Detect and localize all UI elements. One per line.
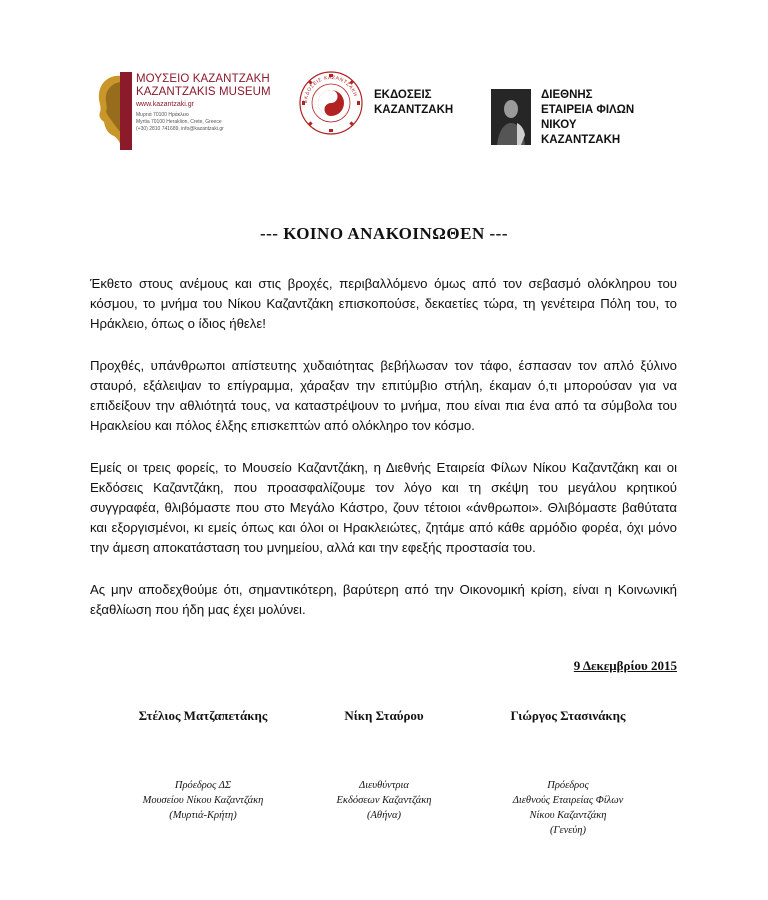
signatory-name: Γιώργος Στασινάκης xyxy=(510,708,626,723)
museum-name-greek: ΜΟΥΣΕΙΟ ΚΑΖΑΝΤΖΑΚΗ xyxy=(136,73,270,85)
museum-address-line: Μυρτιά 70100 Ηράκλειο xyxy=(136,112,189,118)
society-name-line: ΚΑΖΑΝΤΖΑΚΗ xyxy=(541,134,621,146)
museum-address-line: Myrtia 70100 Heraklion, Crete, Greece xyxy=(136,119,222,125)
museum-name xyxy=(136,73,271,99)
publisher-name xyxy=(374,88,453,118)
body-paragraph: Ας μην αποδεχθούμε ότι, σημαντικότερη, βαρύτερη από την Οικονομική κρίση, είναι η Κοινωνική εξαθλίωση που ήδη μας έχει μολύνει. xyxy=(90,582,677,617)
body-paragraph: Εμείς οι τρεις φορείς, το Μουσείο Καζαντζάκη, η Διεθνής Εταιρεία Φίλων Νίκου Καζαντζάκη και οι Εκδόσεις Καζαντζάκη, που προασφαλίζουμε τον λόγο και τη σκέψη του μεγάλου κρητικού συγγραφέα, θλιβόμαστε που στο Μεγάλο Κάστρο, ζουν τέτοιοι «άνθρωποι». Θλιβόμαστε βαθύτατα και εξοργισμένοι, κι εμείς όπως και όλοι οι Ηρακλειώτες, ζητάμε από κάθε αρμόδιο φορέα, όχι μόνο την άμεση αποκατάσταση του μνημείου, αλλά και την εφεξής προστασία του. xyxy=(90,460,677,555)
signatory-role-line: Πρόεδρος ΔΣ xyxy=(174,780,232,791)
signatory-role-line: Νίκου Καζαντζάκη xyxy=(529,810,607,821)
society-name-line: ΔΙΕΘΝΗΣ xyxy=(541,89,593,101)
body-paragraph: Προχθές, υπάνθρωποι απίστευτης χυδαιότητας βεβήλωσαν τον τάφο, έσπασαν τον απλό ξύλινο σταυρό, εξάλειψαν το επίγραμμα, χάραξαν την επιτύμβιο στήλη, έκαμαν ό,τι μπορούσαν για να επιδείξουν την αθλιότητά τους, να καταστρέψουν το μνήμα, που είναι πια ένα από τα σύμβολα του Ηρακλείου και πόλος έλξης επισκεπτών από ολόκληρο τον κόσμο. xyxy=(90,358,677,433)
signatory-name: Στέλιος Ματζαπετάκης xyxy=(138,708,268,723)
museum-logo xyxy=(96,72,276,152)
publisher-name-line: ΕΚΔΟΣΕΙΣ xyxy=(374,89,432,101)
museum-address-line: (+30) 2810 741689, info@kazantzaki.gr xyxy=(136,126,224,132)
museum-address xyxy=(136,112,224,133)
signatory-role-line: Πρόεδρος xyxy=(547,780,589,791)
document-date: 9 Δεκεμβρίου 2015 xyxy=(573,658,677,673)
letterhead xyxy=(0,70,768,160)
signatory-role xyxy=(478,778,658,838)
signatory-role-line: (Αθήνα) xyxy=(367,810,401,821)
society-name xyxy=(541,88,634,148)
signatory-role xyxy=(108,778,298,823)
signatory-role-line: Διευθύντρια xyxy=(359,780,409,791)
announcement-body xyxy=(90,274,677,642)
signatory-role-line: (Γενεύη) xyxy=(550,825,586,836)
museum-red-bar xyxy=(120,72,132,150)
signatory-role-line: (Μυρτιά-Κρήτη) xyxy=(169,810,237,821)
publisher-name-line: ΚΑΖΑΝΤΖΑΚΗ xyxy=(374,104,454,116)
body-paragraph: Έκθετο στους ανέμους και στις βροχές, περιβαλλόμενο όμως από τον σεβασμό ολόκληρου του κόσμου, το μνήμα του Νίκου Καζαντζάκη επισκοπούσε, δεκαετίες τώρα, τη γενέτειρα Πόλη του, το Ηράκλειο, όπως ο ίδιος ήθελε! xyxy=(90,276,677,331)
museum-name-english: KAZANTZAKIS MUSEUM xyxy=(136,86,271,98)
document-title: --- ΚΟΙΝΟ ΑΝΑΚΟΙΝΩΘΕΝ --- xyxy=(259,224,508,243)
signatory-role-line: Διεθνούς Εταιρείας Φίλων xyxy=(512,795,624,806)
kazantzakis-portrait-icon xyxy=(491,89,531,145)
signatory-role-line: Μουσείου Νίκου Καζαντζάκη xyxy=(142,795,264,806)
society-name-line: ΕΤΑΙΡΕΙΑ ΦΙΛΩΝ xyxy=(541,104,635,116)
society-name-line: ΝΙΚΟΥ xyxy=(541,119,577,131)
signatory-name: Νίκη Σταύρου xyxy=(344,708,424,723)
seal-text: ΕΚΔΟΣΕΙΣ ΚΑΖΑΝΤΖΑΚΗ xyxy=(302,74,359,104)
signatory-role xyxy=(314,778,454,823)
signatory-role-line: Εκδόσεων Καζαντζάκη xyxy=(336,795,432,806)
publisher-seal-icon xyxy=(298,70,364,136)
museum-website: www.kazantzaki.gr xyxy=(136,101,194,108)
